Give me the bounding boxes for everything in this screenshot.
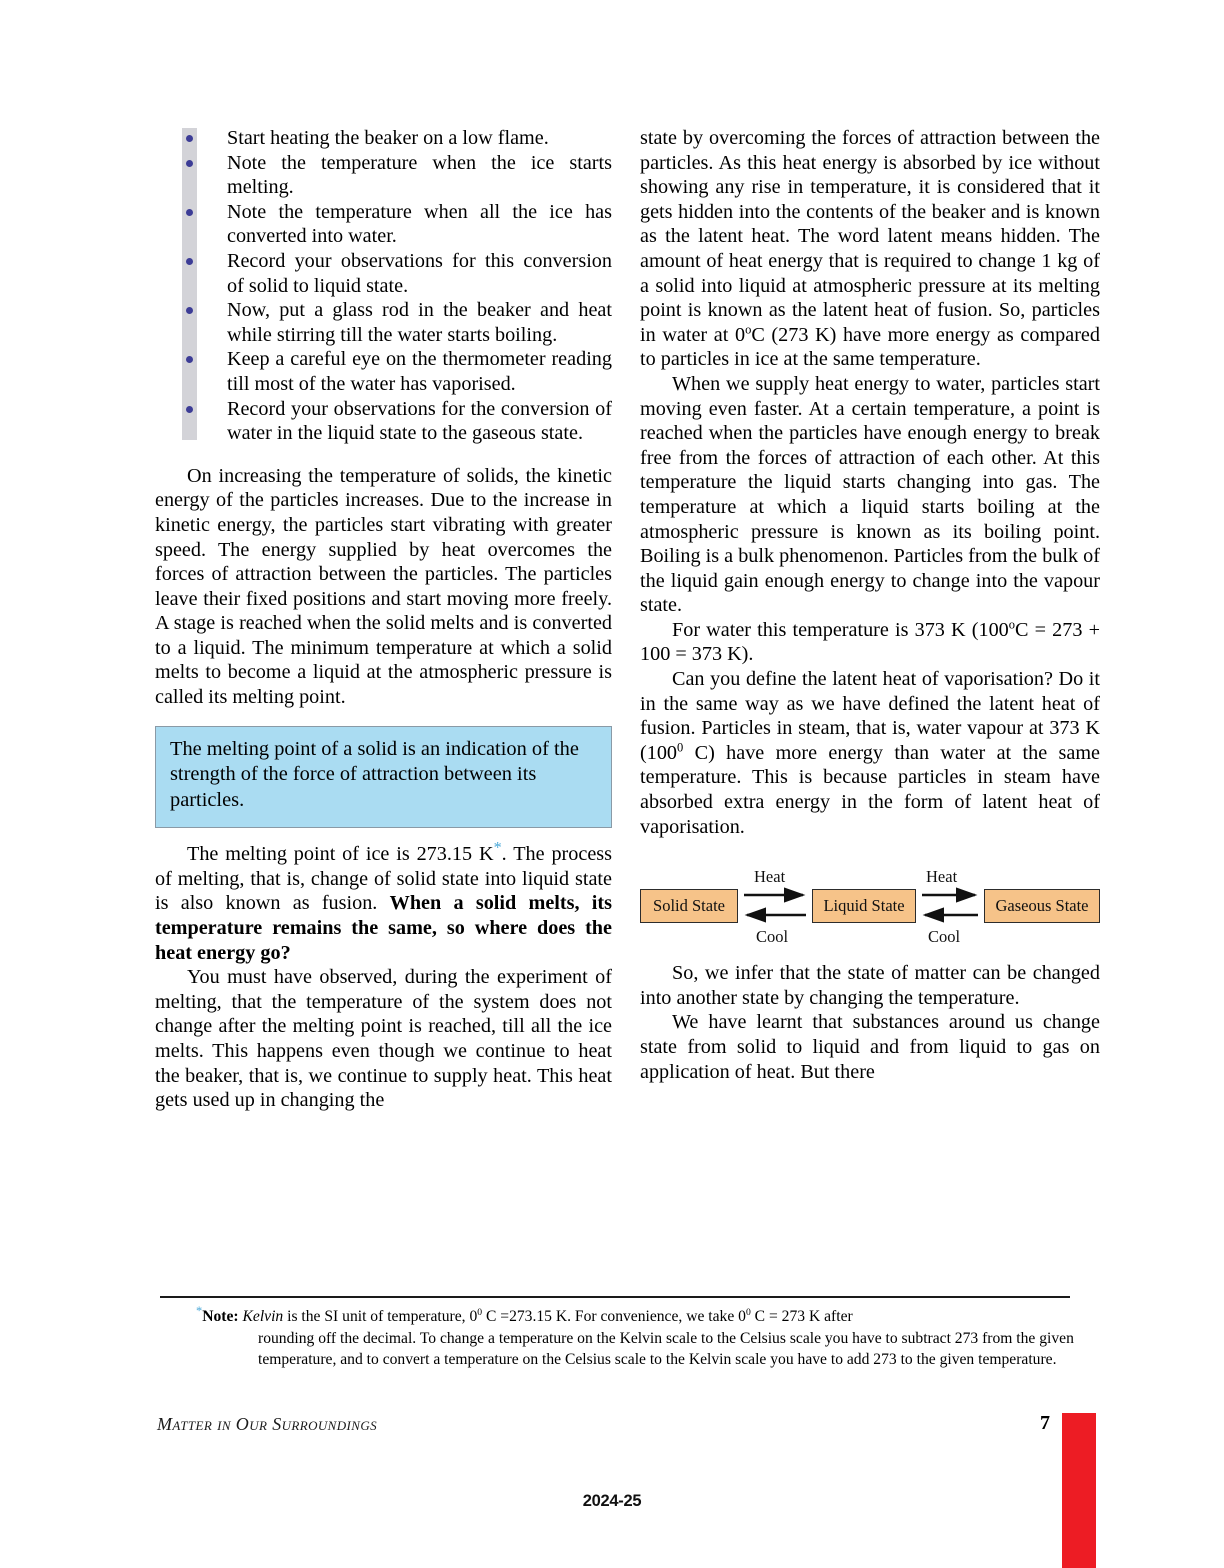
red-edge-tab	[1062, 1413, 1096, 1568]
footnote-divider	[160, 1296, 1070, 1298]
footnote-line1-a: is the SI unit of temperature, 0	[283, 1308, 478, 1325]
two-column-body	[155, 126, 1100, 1113]
left-column	[155, 126, 612, 1113]
list-item	[227, 397, 612, 446]
arrow-label-cool-1: Cool	[756, 927, 789, 947]
degree-superscript: 0	[745, 1306, 751, 1318]
list-item	[227, 151, 612, 200]
activity-bullet-list	[227, 126, 612, 446]
list-item-text: Start heating the beaker on a low flame.	[227, 127, 549, 149]
footnote-asterisk: *	[196, 1303, 203, 1318]
bullet-dot-icon	[186, 135, 193, 142]
arrow-label-heat-1: Heat	[754, 867, 786, 887]
bullet-dot-icon	[186, 258, 193, 265]
para-373-tail: C = 273 + 100 = 373 K).	[640, 618, 1100, 666]
fusion-mid-text: . The process of melting, that is, change of solid state into liquid state is also known as fusion.	[155, 843, 612, 915]
footnote-first-line	[196, 1303, 1076, 1328]
activity-steps-block	[155, 126, 612, 446]
paragraph-learnt: We have learnt that substances around us change state from solid to liquid and from liquid to gas on application of heat. But there	[640, 1011, 1100, 1083]
paragraph-373k	[640, 618, 1100, 667]
list-item-text: Note the temperature when the ice starts melting.	[227, 151, 612, 199]
bullet-dot-icon	[186, 160, 193, 167]
paragraph-melting-point: On increasing the temperature of solids, the kinetic energy of the particles increases. Due to the increase in kinetic energy, the particles start vibrating with greater speed. The energy supplied by heat overcomes the forces of attraction between the particles. The particles leave their fixed positions and start moving more freely. A stage is reached when the solid melts and is converted to a liquid. The minimum temperature at which a solid melts to become a liquid at the atmospheric pressure is called its melting point.	[155, 464, 612, 709]
list-item-text: Now, put a glass rod in the beaker and heat while stirring till the water starts boiling.	[227, 299, 612, 346]
footnote-italic-term: Kelvin	[242, 1308, 284, 1325]
state-box-liquid: Liquid State	[812, 889, 916, 923]
footer-chapter-title: Matter in Our Surroundings	[157, 1414, 378, 1434]
footnote-colon: :	[233, 1308, 243, 1325]
state-box-solid: Solid State	[640, 889, 738, 923]
list-item	[227, 298, 612, 347]
list-item-text: Record your observations for this conversion of solid to liquid state.	[227, 249, 612, 297]
fusion-bold-question: When a solid melts, its temperature remains the same, so where does the heat energy go?	[155, 892, 612, 964]
arrow-label-heat-2: Heat	[926, 867, 958, 887]
degree-superscript: 0	[477, 1306, 483, 1318]
right-column	[640, 126, 1100, 1113]
latent-heat-tail: C (273 K) have more energy as compared to particles in ice at the same temperature.	[640, 323, 1100, 371]
list-item-text: Keep a careful eye on the thermometer reading till most of the water has vaporised.	[227, 348, 612, 395]
bullet-dot-icon	[186, 406, 193, 413]
state-box-gaseous: Gaseous State	[984, 889, 1100, 923]
arrow-label-cool-2: Cool	[928, 927, 961, 947]
bullet-dot-icon	[186, 209, 193, 216]
degree-superscript: 0	[677, 740, 684, 755]
list-item	[227, 347, 612, 396]
para-373-lead: For water this temperature is 373 K (100	[672, 618, 1009, 641]
footer-year-stamp: 2024-25	[582, 1492, 642, 1510]
callout-text: The melting point of a solid is an indication of the strength of the force of attraction between its particles.	[170, 737, 579, 811]
fusion-lead-text: The melting point of ice is 273.15 K	[187, 843, 494, 866]
list-item-text: Record your observations for the conversion of water in the liquid state to the gaseous state.	[227, 397, 612, 445]
footnote-remaining-text: rounding off the decimal. To change a temperature on the Kelvin scale to the Celsius scale you have to subtract 273 from the given temperature, and to convert a temperature on the Celsius scale to the Kelvin scale you have to add 273 to the given temperature.	[258, 1329, 1074, 1368]
paragraph-fusion	[155, 839, 612, 965]
footnote-line1-c: C = 273 K after	[750, 1308, 853, 1325]
state-transition-diagram	[640, 863, 1100, 947]
footnote-label: Note	[202, 1308, 234, 1325]
list-item	[227, 126, 612, 151]
vap-tail: C) have more energy than water at the same temperature. This is because particles in steam have absorbed extra energy in the form of latent heat of vaporisation.	[640, 741, 1100, 838]
paragraph-vaporisation	[640, 667, 1100, 839]
paragraph-latent-heat	[640, 126, 1100, 372]
vap-lead: Can you define the latent heat of vaporisation? Do it in the same way as we have defined the latent heat of fusion. Particles in steam, that is, water vapour at 373 K (100	[640, 668, 1100, 764]
paragraph-observed: You must have observed, during the experiment of melting, that the temperature of the system does not change after the melting point is reached, till all the ice melts. This happens even though we continue to heat the beaker, that is, we continue to supply heat. This heat gets used up in changing the	[155, 966, 612, 1112]
degree-superscript: o	[1008, 617, 1016, 632]
list-item	[227, 200, 612, 249]
page-number: 7	[1040, 1412, 1050, 1434]
degree-superscript: o	[745, 322, 752, 337]
footnote-line1-b: C =273.15 K. For convenience, we take 0	[482, 1308, 746, 1325]
list-item-text: Note the temperature when all the ice has converted into water.	[227, 200, 612, 248]
latent-heat-body: state by overcoming the forces of attraction between the particles. As this heat energy is absorbed by ice without showing any rise in temperature, it is considered that it gets hidden into the contents of the beaker and is known as the latent heat. The word latent means hidden. The amount of heat energy that is required to change 1 kg of a solid into liquid at atmospheric pressure at its melting point is known as the latent heat of fusion. So, particles in water at 0	[640, 127, 1100, 346]
activity-gray-band	[182, 128, 197, 440]
highlight-callout-box	[155, 726, 612, 829]
footnote-block	[196, 1303, 1076, 1371]
footnote-marker-asterisk: *	[493, 839, 502, 857]
paragraph-boiling-point: When we supply heat energy to water, particles start moving even faster. At a certain temperature, a point is reached when the particles have enough energy to break free from the forces of attraction of each other. At this temperature the liquid starts changing into gas. The temperature at which a liquid starts boiling at the atmospheric pressure is known as its boiling point. Boiling is a bulk phenomenon. Particles from the bulk of the liquid gain enough energy to change into the vapour state.	[640, 372, 1100, 617]
list-item	[227, 249, 612, 298]
paragraph-infer: So, we infer that the state of matter can be changed into another state by changing the temperature.	[640, 962, 1100, 1009]
